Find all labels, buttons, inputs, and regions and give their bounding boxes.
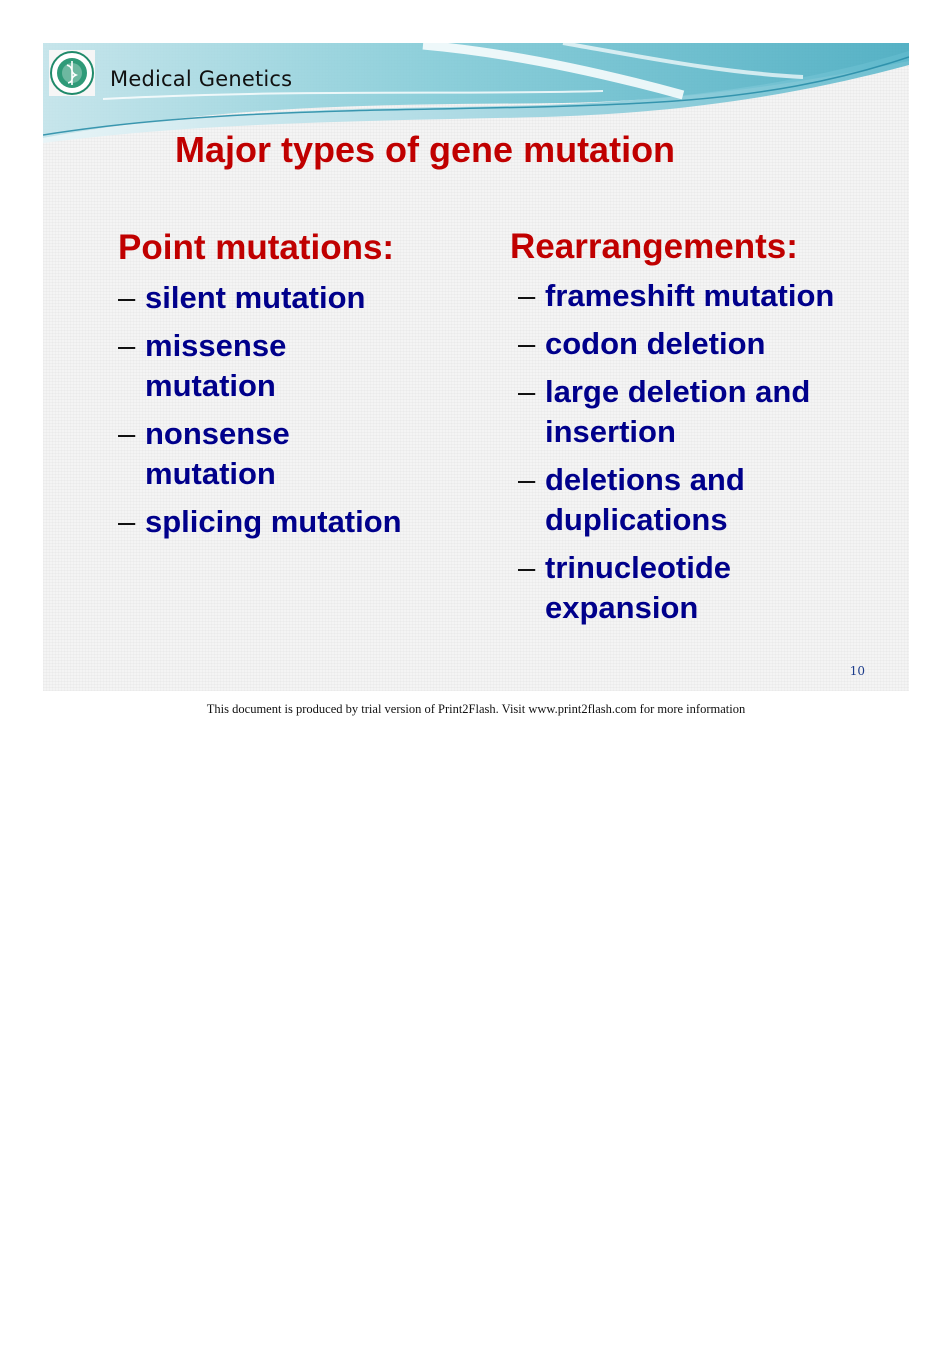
slide-title: Major types of gene mutation	[175, 129, 676, 170]
bullet-dash: –	[518, 278, 536, 313]
point-mutations-column	[118, 226, 478, 550]
bullet-dash: –	[518, 326, 536, 361]
list-item: – missense mutation	[118, 328, 287, 403]
bullet-dash: –	[118, 280, 136, 315]
list-item: – nonsense mutation	[118, 416, 290, 491]
list-item: – deletions and duplications	[518, 462, 745, 537]
course-title: Medical Genetics	[110, 67, 293, 91]
rearrangements-column	[510, 225, 905, 636]
slide-number: 10	[849, 664, 865, 678]
trial-notice: This document is produced by trial version of Print2Flash. Visit www.print2flash.com for more information	[206, 702, 746, 716]
column-heading: Rearrangements:	[510, 227, 798, 266]
university-logo-icon	[49, 50, 95, 96]
bullet-dash: –	[118, 328, 136, 363]
bullet-dash: –	[518, 374, 536, 409]
column-heading: Point mutations:	[118, 228, 395, 267]
list-item: – trinucleotide expansion	[518, 550, 732, 625]
list-item: – codon deletion	[518, 324, 905, 364]
list-item: – large deletion and insertion	[518, 374, 811, 449]
bullet-dash: –	[118, 504, 136, 539]
bullet-dash: –	[518, 462, 536, 497]
slide	[43, 43, 909, 691]
list-item: – silent mutation	[118, 278, 478, 318]
bullet-dash: –	[518, 550, 536, 585]
list-item: – frameshift mutation	[518, 276, 905, 316]
bullet-dash: –	[118, 416, 136, 451]
list-item: – splicing mutation	[118, 502, 478, 542]
